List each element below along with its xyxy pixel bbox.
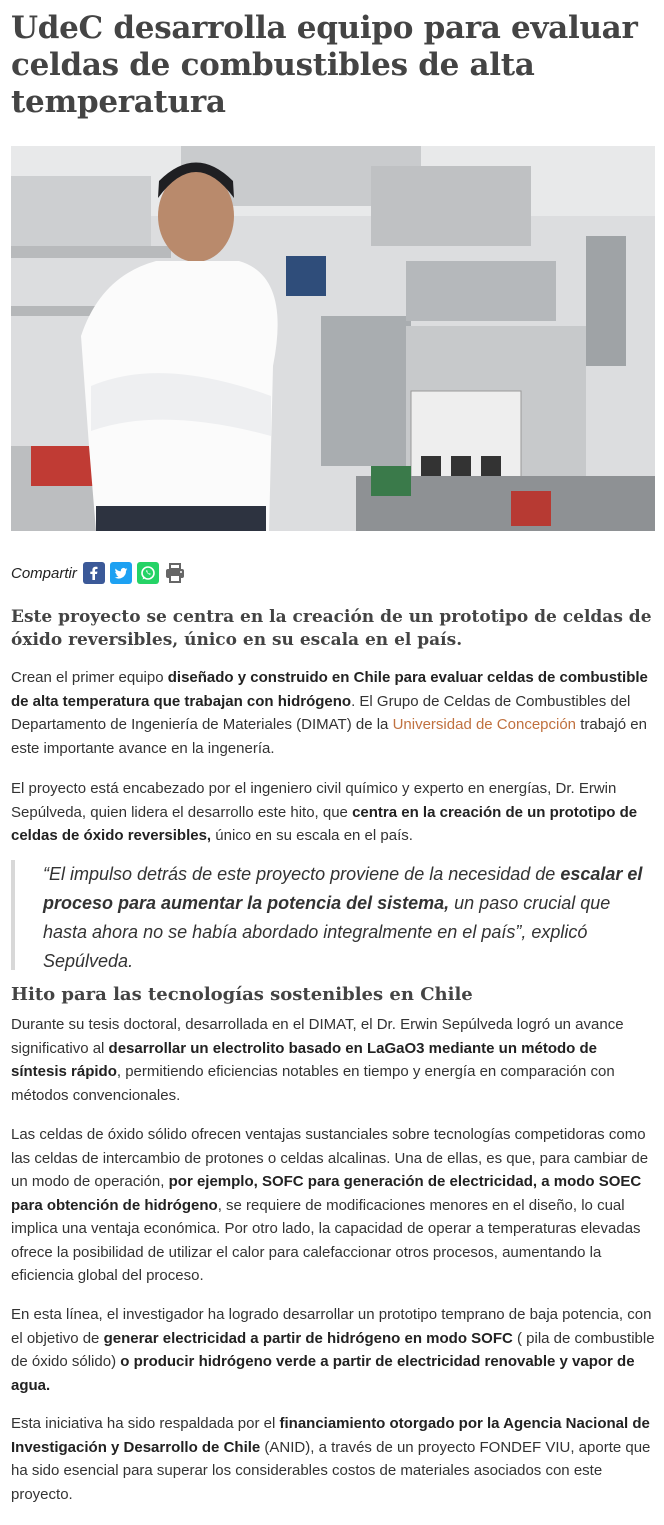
bold-text: financiamiento otorgado por la Agencia Nacional de Investigación y Desarrollo de Chile — [11, 1415, 650, 1456]
text: El proyecto está encabezado por el ingeniero civil químico y experto en energías, Dr. Erwin Sepúlveda, quien lidera el desarrollo este hito, que — [11, 780, 617, 821]
text: (ANID), a través de un proyecto FONDEF VIU, aporte que ha sido esencial para superar los considerables costos de materiales asociados con este proyecto. — [11, 1438, 651, 1503]
facebook-icon[interactable] — [83, 562, 105, 584]
hero-image — [11, 146, 655, 531]
paragraph-4 — [11, 1123, 655, 1288]
bold-text: generar electricidad a partir de hidrógeno en modo SOFC — [103, 1329, 513, 1347]
text: trabajó en este importante avance en la ingenería. — [11, 716, 647, 757]
text: Esta iniciativa ha sido respaldada por el — [11, 1415, 280, 1432]
text: , permitiendo eficiencias notables en tiempo y energía en comparación con métodos convencionales. — [11, 1063, 615, 1104]
text: ( pila de combustible de óxido sólido) — [11, 1329, 655, 1370]
text: “El impulso detrás de este proyecto proviene de la necesidad de — [43, 864, 561, 884]
paragraph-2 — [11, 777, 655, 848]
text: . El Grupo de Celdas de Combustibles del Departamento de Ingeniería de Materiales (DIMAT) de la — [11, 692, 631, 733]
bold-text: desarrollar un electrolito basado en LaGaO3 mediante un método de síntesis rápido — [11, 1039, 597, 1080]
article-title: UdeC desarrolla equipo para evaluar celdas de combustibles de alta temperatura — [11, 10, 638, 120]
text: Crean el primer equipo — [11, 669, 168, 686]
bold-text: por ejemplo, SOFC para generación de electricidad, a modo SOEC para obtención de hidrógeno — [11, 1173, 642, 1214]
share-label: Compartir — [11, 564, 77, 582]
university-link[interactable]: Universidad de Concepción — [392, 716, 577, 733]
text: único en su escala en el país. — [211, 827, 413, 844]
text: , se requiere de modificaciones menores en el diseño, lo cual implica una ventaja económica. Por otro lado, la capacidad de operar a temperaturas elevadas ofrece la posibilidad de utilizar el calor para calefaccionar otros procesos, aumentando la eficiencia global del proceso. — [11, 1196, 641, 1284]
paragraph-3 — [11, 1013, 655, 1107]
article-lead: Este proyecto se centra en la creación de un prototipo de celdas de óxido reversibles, único en su escala en el país. — [11, 607, 652, 650]
section-heading: Hito para las tecnologías sostenibles en Chile — [11, 984, 473, 1005]
print-icon[interactable] — [164, 562, 186, 584]
paragraph-5 — [11, 1303, 655, 1397]
text: Las celdas de óxido sólido ofrecen ventajas sustanciales sobre tecnologías competidoras como las celdas de intercambio de protones o celdas alcalinas. Una de ellas, es que, para cambiar de un modo de operación, — [11, 1126, 649, 1190]
bold-text: o producir hidrógeno verde a partir de electricidad renovable y vapor de agua. — [11, 1353, 635, 1394]
text: En esta línea, el investigador ha logrado desarrollar un prototipo temprano de baja potencia, con el objetivo de — [11, 1306, 652, 1347]
twitter-icon[interactable] — [110, 562, 132, 584]
pull-quote — [11, 860, 655, 970]
text: Durante su tesis doctoral, desarrollada en el DIMAT, el Dr. Erwin Sepúlveda logró un avance significativo al — [11, 1016, 624, 1057]
bold-text: escalar el proceso para aumentar la potencia del sistema, — [43, 864, 643, 913]
share-bar — [11, 558, 191, 588]
paragraph-6 — [11, 1412, 655, 1506]
hero-photo — [11, 146, 655, 531]
text: un paso crucial que hasta ahora no se había abordado integralmente en el país”, explicó Sepúlveda. — [43, 893, 611, 971]
whatsapp-icon[interactable] — [137, 562, 159, 584]
bold-text: centra en la creación de un prototipo de celdas de óxido reversibles, — [11, 803, 638, 844]
bold-text: diseñado y construido en Chile para evaluar celdas de combustible de alta temperatura que trabajan con hidrógeno — [11, 669, 648, 710]
paragraph-1 — [11, 666, 655, 760]
